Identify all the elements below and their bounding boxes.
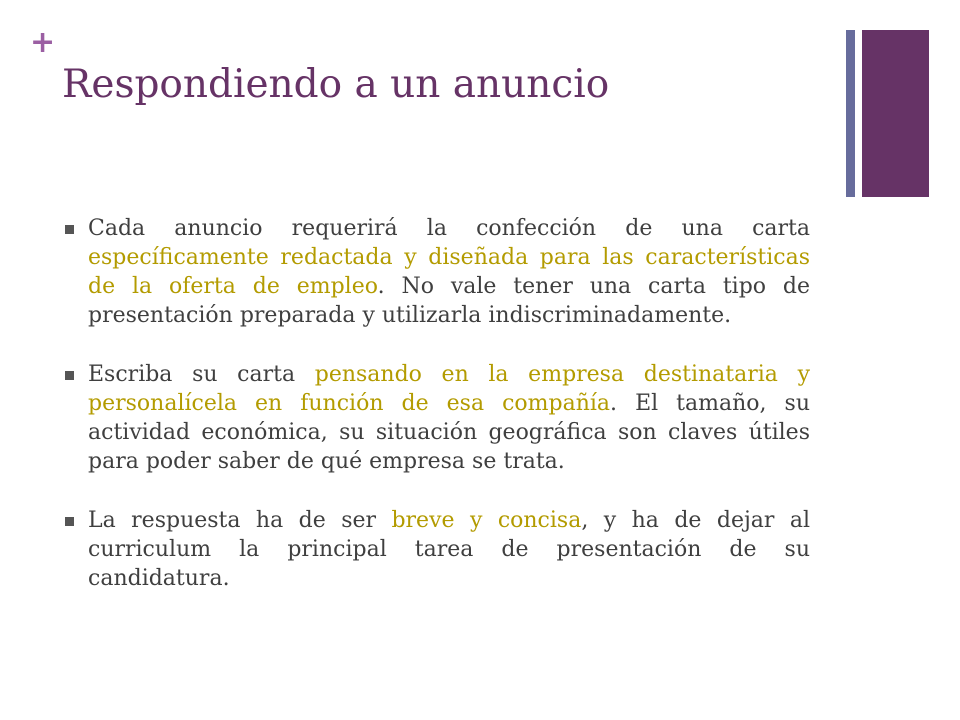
bullet-item: [62, 360, 810, 476]
bullet-text-plain: Cada anuncio requerirá la confección de una carta: [88, 216, 810, 241]
bullet-item: [62, 214, 810, 330]
accent-bar-thick: [862, 30, 929, 197]
bullet-text-highlight: específicamente redactada y diseñada para las características de la oferta de empleo: [88, 245, 810, 299]
bullet-text-plain: Escriba su carta: [88, 362, 315, 387]
slide-title: Respondiendo a un anuncio: [62, 62, 610, 107]
plus-symbol: +: [30, 25, 56, 60]
square-bullet-icon: [65, 517, 74, 526]
square-bullet-icon: [65, 371, 74, 380]
bullet-text-plain: , y ha de dejar al curriculum la principal tarea de presentación de su candidatura.: [88, 508, 811, 591]
bullet-text-highlight: breve y concisa: [391, 508, 582, 533]
accent-bar-thin: [846, 30, 855, 197]
bullet-text-plain: La respuesta ha de ser: [88, 508, 392, 533]
bullet-text-plain: . El tamaño, su actividad económica, su situación geográfica son claves útiles para poder saber de qué empresa se trata.: [88, 391, 811, 474]
bullet-text-plain: . No vale tener una carta tipo de presentación preparada y utilizarla indiscriminadamente.: [88, 274, 810, 328]
square-bullet-icon: [65, 225, 74, 234]
bullet-item: [62, 506, 810, 593]
bullet-text-highlight: pensando en la empresa destinataria y personalícela en función de esa compañía: [88, 362, 810, 416]
bullet-list: [62, 214, 810, 623]
